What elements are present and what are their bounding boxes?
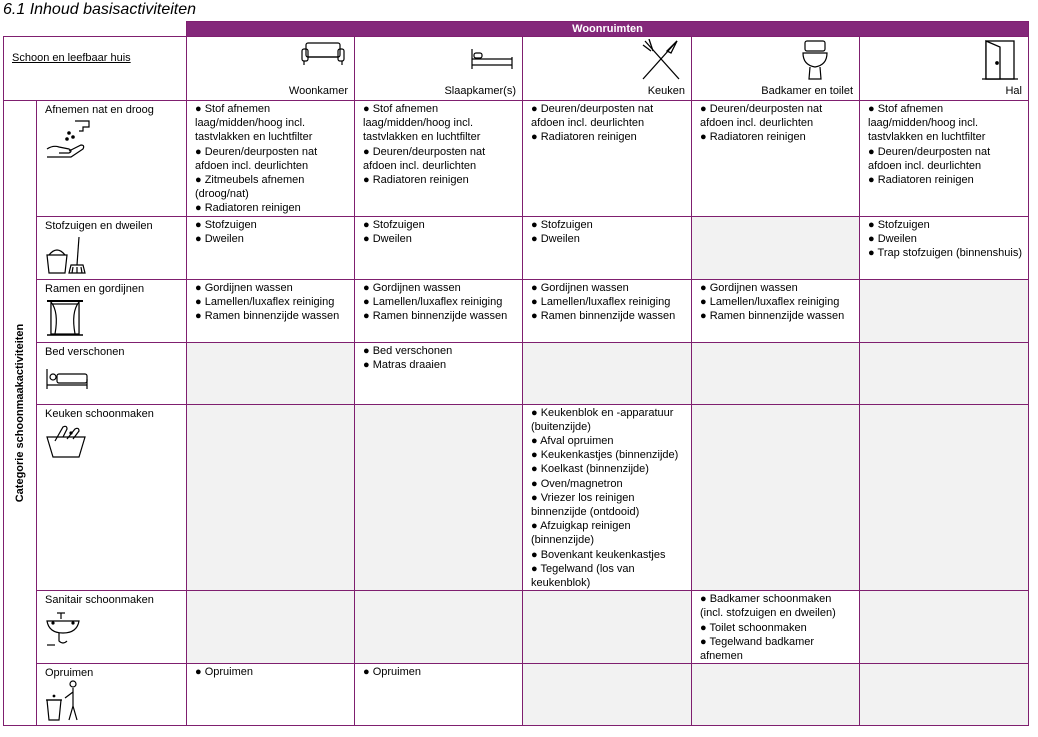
cell-r3-c1: [355, 342, 523, 404]
room-label: Keuken: [647, 84, 685, 97]
cell-r2-c4: [860, 279, 1029, 342]
list-item: ● Radiatoren reinigen: [700, 131, 806, 144]
list-item: (binnenzijde): [531, 534, 594, 547]
list-item: ● Trap stofzuigen (binnenshuis): [868, 247, 1023, 260]
cell-r1-c0: [187, 216, 355, 279]
list-item: ● Dweilen: [531, 232, 580, 245]
cell-r5-c1: [355, 591, 523, 664]
activity-label: Keuken schoonmaken: [45, 407, 154, 420]
list-item: ● Tegelwand (los van: [531, 562, 635, 575]
list-item: ● Stofzuigen: [363, 218, 425, 231]
room-label: Hal: [1005, 84, 1022, 97]
list-item: keukenblok): [531, 577, 591, 590]
list-item: ● Stof afnemen: [195, 103, 271, 115]
cell-r3-c3: [692, 342, 860, 404]
activity-ramen: [37, 279, 187, 342]
list-item: ● Stofzuigen: [531, 218, 593, 231]
list-item: ● Gordijnen wassen: [195, 281, 293, 294]
cell-r2-c3: [692, 279, 860, 342]
list-item: ● Lamellen/luxaflex reiniging: [195, 295, 335, 308]
list-item: afdoen incl. deurlichten: [868, 159, 982, 172]
list-item: ● Stofzuigen: [868, 218, 930, 231]
page-title: 6.1 Inhoud basisactiviteiten: [3, 1, 197, 18]
list-item: ● Dweilen: [868, 232, 917, 245]
list-item: afdoen incl. deurlichten: [531, 117, 645, 130]
list-item: ● Keukenkastjes (binnenzijde): [531, 449, 679, 462]
trash-person-icon: [45, 680, 85, 722]
cell-r2-c0: [187, 279, 355, 342]
cell-r0-c1: [355, 101, 523, 217]
activity-stofzuigen: [37, 216, 187, 279]
list-item: ● Gordijnen wassen: [531, 281, 629, 294]
list-item: ● Radiatoren reinigen: [195, 202, 301, 215]
cell-r6-c4: [860, 664, 1029, 726]
activity-label: Afnemen nat en droog: [45, 104, 154, 116]
cell-r1-c4: [860, 216, 1029, 279]
list-item: ● Radiatoren reinigen: [868, 174, 974, 187]
activity-bed: [37, 342, 187, 404]
list-item: ● Deuren/deurposten nat: [363, 145, 486, 158]
fork-knife-icon: [639, 39, 683, 83]
list-item: ● Deuren/deurposten nat: [195, 145, 318, 158]
room-header-0: [187, 37, 355, 101]
cell-r0-c4: [860, 101, 1029, 217]
list-item: ● Ramen binnenzijde wassen: [700, 310, 845, 323]
list-item: ● Ramen binnenzijde wassen: [195, 310, 340, 323]
list-item: ● Bed verschonen: [363, 344, 453, 357]
list-item: afdoen incl. deurlichten: [700, 117, 814, 130]
cell-r3-c4: [860, 342, 1029, 404]
cell-r1-c1: [355, 216, 523, 279]
cell-r6-c3: [692, 664, 860, 726]
corner-cell: [4, 37, 187, 101]
activity-keuken: [37, 404, 187, 591]
activity-label: Bed verschonen: [45, 345, 125, 358]
cell-r6-c2: [523, 664, 692, 726]
category-label-cell: [4, 101, 37, 726]
list-item: ● Oven/magnetron: [531, 477, 623, 490]
list-item: laag/midden/hoog incl.: [195, 117, 306, 130]
cell-r4-c4: [860, 404, 1029, 591]
cell-r4-c0: [187, 404, 355, 591]
bed-icon: [470, 47, 514, 71]
toilet-icon: [801, 39, 829, 81]
list-item: ● Badkamer schoonmaken: [700, 593, 832, 606]
room-header-2: [523, 37, 692, 101]
list-item: ● Ramen binnenzijde wassen: [531, 310, 676, 323]
activity-label: Opruimen: [45, 667, 94, 680]
window-curtains-icon: [45, 298, 85, 338]
cell-r0-c2: [523, 101, 692, 217]
cell-r3-c2: [523, 342, 692, 404]
list-item: afnemen: [700, 650, 743, 663]
category-label: Categorie schoonmaakactiviteiten: [13, 323, 26, 503]
activity-sanitair: [37, 591, 187, 664]
room-label: Badkamer en toilet: [761, 84, 853, 97]
list-item: ● Opruimen: [363, 666, 421, 679]
list-item: ● Zitmeubels afnemen: [195, 174, 305, 187]
activity-label: Stofzuigen en dweilen: [45, 219, 153, 232]
list-item: ● Gordijnen wassen: [363, 281, 461, 294]
corner-label: Schoon en leefbaar huis: [12, 52, 131, 64]
list-item: (buitenzijde): [531, 420, 591, 433]
door-icon: [980, 39, 1020, 81]
cell-r5-c0: [187, 591, 355, 664]
room-header-1: [355, 37, 523, 101]
activity-opruimen: [37, 664, 187, 726]
cell-r4-c3: [692, 404, 860, 591]
list-item: ● Lamellen/luxaflex reiniging: [700, 295, 840, 308]
list-item: ● Koelkast (binnenzijde): [531, 463, 649, 476]
list-item: ● Matras draaien: [363, 358, 447, 371]
list-item: ● Stof afnemen: [868, 103, 944, 115]
list-item: laag/midden/hoog incl.: [868, 117, 979, 130]
list-item: tastvlakken en luchtfilter: [195, 131, 313, 144]
list-item: ● Keukenblok en -apparatuur: [531, 406, 674, 419]
list-item: ● Dweilen: [195, 232, 244, 245]
list-item: laag/midden/hoog incl.: [363, 117, 474, 130]
list-item: ● Gordijnen wassen: [700, 281, 798, 294]
cell-r5-c2: [523, 591, 692, 664]
list-item: ● Afzuigkap reinigen: [531, 520, 631, 533]
list-item: (incl. stofzuigen en dweilen): [700, 607, 836, 620]
list-item: ● Lamellen/luxaflex reiniging: [531, 295, 671, 308]
list-item: ● Deuren/deurposten nat: [868, 145, 991, 158]
list-item: ● Stofzuigen: [195, 218, 257, 231]
list-item: tastvlakken en luchtfilter: [868, 131, 986, 144]
list-item: afdoen incl. deurlichten: [363, 159, 477, 172]
cell-r1-c3: [692, 216, 860, 279]
list-item: (droog/nat): [195, 188, 249, 201]
list-item: ● Stof afnemen: [363, 103, 439, 115]
list-item: ● Opruimen: [195, 666, 253, 679]
bucket-mop-icon: [45, 235, 87, 275]
room-header-4: [860, 37, 1029, 101]
list-item: ● Ramen binnenzijde wassen: [363, 310, 508, 323]
cell-r6-c1: [355, 664, 523, 726]
sofa-icon: [300, 39, 346, 67]
cell-r4-c1: [355, 404, 523, 591]
cell-r2-c1: [355, 279, 523, 342]
cell-r3-c0: [187, 342, 355, 404]
sink-hands-icon: [45, 423, 87, 459]
activities-table: [3, 21, 1029, 726]
list-item: binnenzijde (ontdooid): [531, 506, 640, 519]
list-item: ● Lamellen/luxaflex reiniging: [363, 295, 503, 308]
washbasin-icon: [45, 611, 81, 647]
cell-r4-c2: [523, 404, 692, 591]
header-bar: Woonruimten: [187, 22, 1029, 37]
list-item: ● Deuren/deurposten nat: [700, 103, 823, 115]
cell-r0-c3: [692, 101, 860, 217]
activity-label: Sanitair schoonmaken: [45, 594, 154, 607]
cell-r5-c3: [692, 591, 860, 664]
activity-label: Ramen en gordijnen: [45, 282, 145, 295]
person-bed-icon: [45, 367, 89, 391]
list-item: ● Deuren/deurposten nat: [531, 103, 654, 115]
cell-r1-c2: [523, 216, 692, 279]
list-item: tastvlakken en luchtfilter: [363, 131, 481, 144]
activity-afnemen: [37, 101, 187, 217]
list-item: ● Afval opruimen: [531, 435, 614, 448]
room-header-3: [692, 37, 860, 101]
room-label: Woonkamer: [288, 84, 348, 97]
cell-r5-c4: [860, 591, 1029, 664]
room-label: Slaapkamer(s): [444, 84, 516, 97]
list-item: ● Radiatoren reinigen: [531, 131, 637, 144]
list-item: ● Tegelwand badkamer: [700, 635, 815, 648]
list-item: ● Vriezer los reinigen: [531, 491, 635, 504]
hand-wash-icon: [45, 119, 91, 159]
list-item: afdoen incl. deurlichten: [195, 159, 309, 172]
list-item: ● Radiatoren reinigen: [363, 174, 469, 187]
cell-r0-c0: [187, 101, 355, 217]
cell-r2-c2: [523, 279, 692, 342]
list-item: ● Bovenkant keukenkastjes: [531, 548, 666, 561]
list-item: ● Dweilen: [363, 232, 412, 245]
cell-r6-c0: [187, 664, 355, 726]
list-item: ● Toilet schoonmaken: [700, 621, 807, 634]
